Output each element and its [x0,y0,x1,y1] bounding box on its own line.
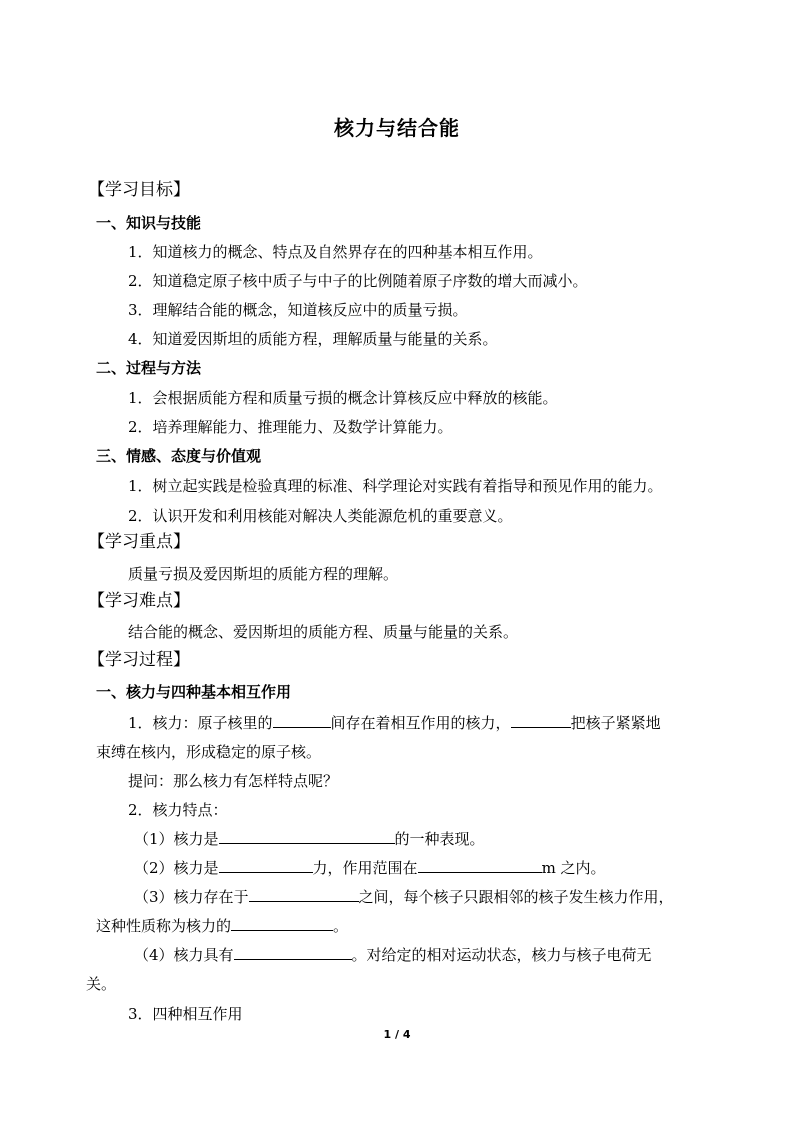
feature-3-cont-text-a: 这种性质称为核力的 [96,917,232,935]
feature-2-text-a: （2）核力是 [134,859,219,877]
fill-blank[interactable] [249,887,359,902]
item1-text-c: 把核子紧紧地 [570,714,661,732]
objectives-heading: 【学习目标】 [88,180,190,200]
feature-3-cont-text-b: 。 [333,917,349,935]
item1-text-a: 1．核力：原子核里的 [128,714,273,732]
fill-blank[interactable] [234,945,352,960]
objectives-sec1-heading: 一、知识与技能 [96,214,202,232]
objective-item: 3．理解结合能的概念，知道核反应中的质量亏损。 [128,301,468,319]
objective-item: 1．知道核力的概念、特点及自然界存在的四种基本相互作用。 [128,243,543,261]
feature-2-text-b: 力，作用范围在 [312,859,418,877]
objectives-sec2-heading: 二、过程与方法 [96,359,202,377]
difficulties-text: 结合能的概念、爱因斯坦的质能方程、质量与能量的关系。 [128,623,519,641]
feature-3-text-a: （3）核力存在于 [134,888,249,906]
fill-blank[interactable] [231,916,333,931]
feature-4-cont: 关。 [86,975,117,993]
objective-item: 2．认识开发和利用核能对解决人类能源危机的重要意义。 [128,507,513,525]
objectives-sec3-heading: 三、情感、态度与价值观 [96,447,262,465]
question-text: 提问：那么核力有怎样特点呢？ [128,772,339,790]
feature-3-text-b: 之间，每个核子只跟相邻的核子发生核力作用， [358,888,674,906]
process-sec1-heading: 一、核力与四种基本相互作用 [96,683,292,701]
fill-blank[interactable] [219,829,395,844]
fill-blank[interactable] [273,713,331,728]
feature-4-text-a: （4）核力具有 [134,946,234,964]
key-points-text: 质量亏损及爱因斯坦的质能方程的理解。 [128,565,399,583]
difficulties-heading: 【学习难点】 [88,591,190,611]
objective-item: 4．知道爱因斯坦的质能方程，理解质量与能量的关系。 [128,330,498,348]
page-title: 核力与结合能 [334,116,460,140]
objective-item: 2．知道稳定原子核中质子与中子的比例随着原子序数的增大而减小。 [128,272,588,290]
fill-blank[interactable] [219,858,313,873]
item1-text-b: 间存在着相互作用的核力， [330,714,511,732]
feature-3-cont [96,916,348,936]
objective-item: 1．会根据质能方程和质量亏损的概念计算核反应中释放的核能。 [128,389,558,407]
process-heading: 【学习过程】 [88,650,190,670]
feature-1-text-b: 的一种表现。 [394,830,485,848]
feature-2 [134,858,606,878]
feature-4-text-b: 。对给定的相对运动状态，核力与核子电荷无 [351,946,652,964]
feature-1 [134,829,485,849]
feature-1-text-a: （1）核力是 [134,830,219,848]
process-item-1 [128,713,661,733]
feature-4 [134,945,652,965]
process-item-3: 3．四种相互作用 [128,1005,243,1023]
fill-blank[interactable] [418,858,542,873]
objective-item: 1．树立起实践是检验真理的标准、科学理论对实践有着指导和预见作用的能力。 [128,477,663,495]
feature-3 [134,887,674,907]
key-points-heading: 【学习重点】 [88,532,190,552]
objective-item: 2．培养理解能力、推理能力、及数学计算能力。 [128,418,453,436]
process-item-1-cont: 束缚在核内，形成稳定的原子核。 [96,743,322,761]
fill-blank[interactable] [511,713,571,728]
page-number: 1 / 4 [383,1028,411,1041]
feature-2-text-c: m 之内。 [541,859,606,877]
process-item-2: 2．核力特点： [128,801,228,819]
